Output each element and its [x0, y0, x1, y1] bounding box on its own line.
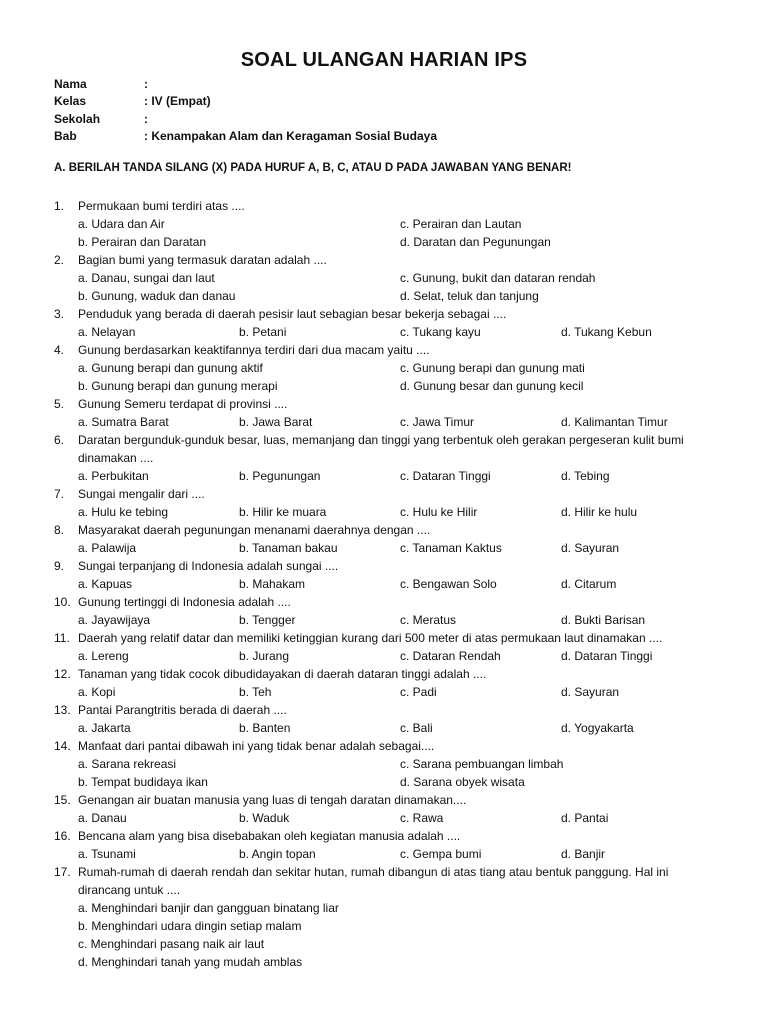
- question-number: 4.: [54, 343, 65, 357]
- answer-option[interactable]: b. Tengger: [239, 613, 296, 627]
- answer-option[interactable]: d. Pantai: [561, 811, 609, 825]
- info-label: Sekolah: [54, 111, 101, 126]
- question-list: [54, 197, 724, 971]
- answer-option[interactable]: d. Yogyakarta: [561, 721, 634, 735]
- answer-option[interactable]: d. Selat, teluk dan tanjung: [400, 289, 539, 303]
- question-text: Daerah yang relatif datar dan memiliki ketinggian kurang dari 500 meter di atas permukaan laut dinamakan ....: [78, 631, 663, 645]
- answer-option[interactable]: c. Gempa bumi: [400, 847, 482, 861]
- answer-option[interactable]: b. Hilir ke muara: [239, 505, 327, 519]
- answer-option[interactable]: a. Nelayan: [78, 325, 136, 339]
- answer-options: [54, 719, 724, 737]
- answer-option[interactable]: c. Bali: [400, 721, 433, 735]
- answer-option[interactable]: d. Daratan dan Pegunungan: [400, 235, 551, 249]
- answer-options: [54, 899, 724, 971]
- answer-option[interactable]: c. Gunung berapi dan gunung mati: [400, 361, 585, 375]
- answer-option[interactable]: c. Dataran Rendah: [400, 649, 501, 663]
- question-row: [54, 737, 724, 755]
- answer-option[interactable]: a. Sarana rekreasi: [78, 757, 177, 771]
- question-number: 11.: [54, 631, 70, 645]
- answer-option[interactable]: d. Bukti Barisan: [561, 613, 646, 627]
- info-value: :: [144, 77, 148, 91]
- question-row: [54, 305, 724, 323]
- info-value: : IV (Empat): [144, 94, 211, 109]
- question-number: 15.: [54, 793, 71, 807]
- answer-option[interactable]: b. Pegunungan: [239, 469, 321, 483]
- answer-option[interactable]: c. Hulu ke Hilir: [400, 505, 478, 519]
- answer-option[interactable]: a. Kapuas: [78, 577, 133, 591]
- info-row-chapter: [54, 128, 437, 145]
- answer-option[interactable]: a. Jakarta: [78, 721, 131, 735]
- answer-option[interactable]: a. Palawija: [78, 541, 137, 555]
- answer-option[interactable]: b. Petani: [239, 325, 287, 339]
- student-info: [54, 76, 437, 145]
- info-label: Bab: [54, 128, 77, 143]
- answer-option[interactable]: b. Teh: [239, 685, 272, 699]
- question-row: [54, 485, 724, 503]
- question-number: 8.: [54, 523, 65, 537]
- question-number: 14.: [54, 739, 71, 753]
- question-text: Genangan air buatan manusia yang luas di tengah daratan dinamakan....: [78, 793, 467, 807]
- answer-option[interactable]: b. Tanaman bakau: [239, 541, 338, 555]
- answer-options: [54, 503, 724, 521]
- question-row: [54, 665, 724, 683]
- answer-option[interactable]: d. Sayuran: [561, 541, 620, 555]
- answer-option[interactable]: c. Padi: [400, 685, 437, 699]
- answer-option[interactable]: d. Sarana obyek wisata: [400, 775, 525, 789]
- answer-option[interactable]: d. Banjir: [561, 847, 606, 861]
- answer-options: [54, 413, 724, 431]
- question-number: 12.: [54, 667, 71, 681]
- info-label: Kelas: [54, 94, 87, 109]
- answer-option[interactable]: a. Perbukitan: [78, 469, 149, 483]
- answer-option[interactable]: d. Tebing: [561, 469, 610, 483]
- answer-options: [54, 611, 724, 629]
- answer-option[interactable]: d. Hilir ke hulu: [561, 505, 638, 519]
- question-row: [54, 251, 724, 269]
- answer-options: [54, 269, 724, 305]
- question-text: Sungai terpanjang di Indonesia adalah sungai ....: [78, 559, 339, 573]
- answer-options: [54, 575, 724, 593]
- info-row-school: [54, 111, 437, 128]
- answer-option[interactable]: b. Perairan dan Daratan: [78, 235, 207, 249]
- question-text: Gunung tertinggi di Indonesia adalah ....: [78, 595, 291, 609]
- answer-option[interactable]: c. Rawa: [400, 811, 444, 825]
- question-number: 13.: [54, 703, 71, 717]
- answer-option[interactable]: b. Menghindari udara dingin setiap malam: [78, 919, 302, 933]
- answer-option[interactable]: d. Dataran Tinggi: [561, 649, 653, 663]
- answer-option[interactable]: a. Hulu ke tebing: [78, 505, 169, 519]
- answer-option[interactable]: a. Tsunami: [78, 847, 136, 861]
- answer-option[interactable]: a. Menghindari banjir dan gangguan binatang liar: [78, 901, 339, 915]
- question-number: 16.: [54, 829, 71, 843]
- question-number: 3.: [54, 307, 65, 321]
- answer-options: [54, 323, 724, 341]
- answer-option[interactable]: b. Banten: [239, 721, 291, 735]
- question-text: Masyarakat daerah pegunungan menanami daerahnya dengan ....: [78, 523, 431, 537]
- answer-option[interactable]: c. Bengawan Solo: [400, 577, 497, 591]
- answer-option[interactable]: c. Meratus: [400, 613, 457, 627]
- answer-option[interactable]: c. Jawa Timur: [400, 415, 475, 429]
- question-number: 1.: [54, 199, 65, 213]
- answer-option[interactable]: b. Jawa Barat: [239, 415, 313, 429]
- info-label: Nama: [54, 77, 87, 91]
- question-row: [54, 791, 724, 809]
- answer-option[interactable]: b. Mahakam: [239, 577, 306, 591]
- answer-option[interactable]: b. Gunung, waduk dan danau: [78, 289, 236, 303]
- question-text: Daratan bergunduk-gunduk besar, luas, memanjang dan tinggi yang terbentuk oleh gerakan pergeseran kulit bumi dinamakan ....: [78, 433, 684, 465]
- question-row: [54, 431, 724, 467]
- question-row: [54, 629, 724, 647]
- question-text: Penduduk yang berada di daerah pesisir laut sebagian besar bekerja sebagai ....: [78, 307, 507, 321]
- question-number: 9.: [54, 559, 65, 573]
- question-text: Manfaat dari pantai dibawah ini yang tidak benar adalah sebagai....: [78, 739, 435, 753]
- answer-option[interactable]: d. Kalimantan Timur: [561, 415, 668, 429]
- answer-option[interactable]: c. Menghindari pasang naik air laut: [78, 937, 265, 951]
- question-row: [54, 341, 724, 359]
- answer-option[interactable]: c. Tanaman Kaktus: [400, 541, 502, 555]
- answer-options: [54, 755, 724, 791]
- info-row-name: [54, 76, 437, 93]
- answer-options: [54, 647, 724, 665]
- page-title: SOAL ULANGAN HARIAN IPS: [240, 49, 528, 71]
- answer-option[interactable]: d. Tukang Kebun: [561, 325, 652, 339]
- answer-options: [54, 467, 724, 485]
- answer-option[interactable]: a. Lereng: [78, 649, 129, 663]
- answer-options: [54, 215, 724, 251]
- question-text: Bagian bumi yang termasuk daratan adalah ....: [78, 253, 327, 267]
- question-text: Gunung berdasarkan keaktifannya terdiri dari dua macam yaitu ....: [78, 343, 430, 357]
- answer-option[interactable]: a. Danau: [78, 811, 127, 825]
- answer-option[interactable]: a. Gunung berapi dan gunung aktif: [78, 361, 263, 375]
- question-text: Pantai Parangtritis berada di daerah ....: [78, 703, 287, 717]
- question-text: Sungai mengalir dari ....: [78, 487, 205, 501]
- answer-option[interactable]: b. Tempat budidaya ikan: [78, 775, 208, 789]
- question-row: [54, 701, 724, 719]
- answer-options: [54, 539, 724, 557]
- answer-option[interactable]: c. Sarana pembuangan limbah: [400, 757, 564, 771]
- question-number: 2.: [54, 253, 65, 267]
- question-text: Tanaman yang tidak cocok dibudidayakan di daerah dataran tinggi adalah ....: [78, 667, 487, 681]
- info-value: :: [144, 111, 148, 126]
- question-number: 7.: [54, 487, 65, 501]
- answer-option[interactable]: c. Dataran Tinggi: [400, 469, 491, 483]
- answer-option[interactable]: d. Sayuran: [561, 685, 620, 699]
- answer-options: [54, 809, 724, 827]
- question-text: Bencana alam yang bisa disebabakan oleh kegiatan manusia adalah ....: [78, 829, 461, 843]
- question-number: 10.: [54, 595, 71, 609]
- question-row: [54, 827, 724, 845]
- answer-option[interactable]: b. Gunung berapi dan gunung merapi: [78, 379, 278, 393]
- answer-option[interactable]: b. Waduk: [239, 811, 290, 825]
- info-value: : Kenampakan Alam dan Keragaman Sosial Budaya: [144, 128, 437, 143]
- question-row: [54, 863, 724, 899]
- question-number: 6.: [54, 433, 65, 447]
- answer-option[interactable]: a. Sumatra Barat: [78, 415, 169, 429]
- question-number: 17.: [54, 865, 71, 879]
- answer-option[interactable]: d. Menghindari tanah yang mudah amblas: [78, 955, 303, 969]
- answer-options: [54, 845, 724, 863]
- question-text: Gunung Semeru terdapat di provinsi ....: [78, 397, 288, 411]
- answer-option[interactable]: c. Tukang kayu: [400, 325, 481, 339]
- answer-option[interactable]: a. Kopi: [78, 685, 116, 699]
- answer-option[interactable]: a. Jayawijaya: [78, 613, 151, 627]
- question-row: [54, 395, 724, 413]
- answer-option[interactable]: b. Jurang: [239, 649, 290, 663]
- answer-options: [54, 359, 724, 395]
- question-number: 5.: [54, 397, 65, 411]
- info-row-class: [54, 93, 437, 110]
- answer-options: [54, 683, 724, 701]
- question-row: [54, 557, 724, 575]
- section-instruction: A. BERILAH TANDA SILANG (X) PADA HURUF A, B, C, ATAU D PADA JAWABAN YANG BENAR!: [54, 162, 572, 174]
- question-row: [54, 197, 724, 215]
- answer-option[interactable]: b. Angin topan: [239, 847, 316, 861]
- answer-option[interactable]: d. Citarum: [561, 577, 617, 591]
- answer-option[interactable]: a. Udara dan Air: [78, 217, 165, 231]
- answer-option[interactable]: d. Gunung besar dan gunung kecil: [400, 379, 584, 393]
- question-text: Permukaan bumi terdiri atas ....: [78, 199, 245, 213]
- question-row: [54, 593, 724, 611]
- question-text: Rumah-rumah di daerah rendah dan sekitar hutan, rumah dibangun di atas tiang atau bentuk panggung. Hal ini dirancang untuk ....: [78, 865, 669, 897]
- question-row: [54, 521, 724, 539]
- answer-option[interactable]: c. Gunung, bukit dan dataran rendah: [400, 271, 596, 285]
- answer-option[interactable]: c. Perairan dan Lautan: [400, 217, 522, 231]
- answer-option[interactable]: a. Danau, sungai dan laut: [78, 271, 215, 285]
